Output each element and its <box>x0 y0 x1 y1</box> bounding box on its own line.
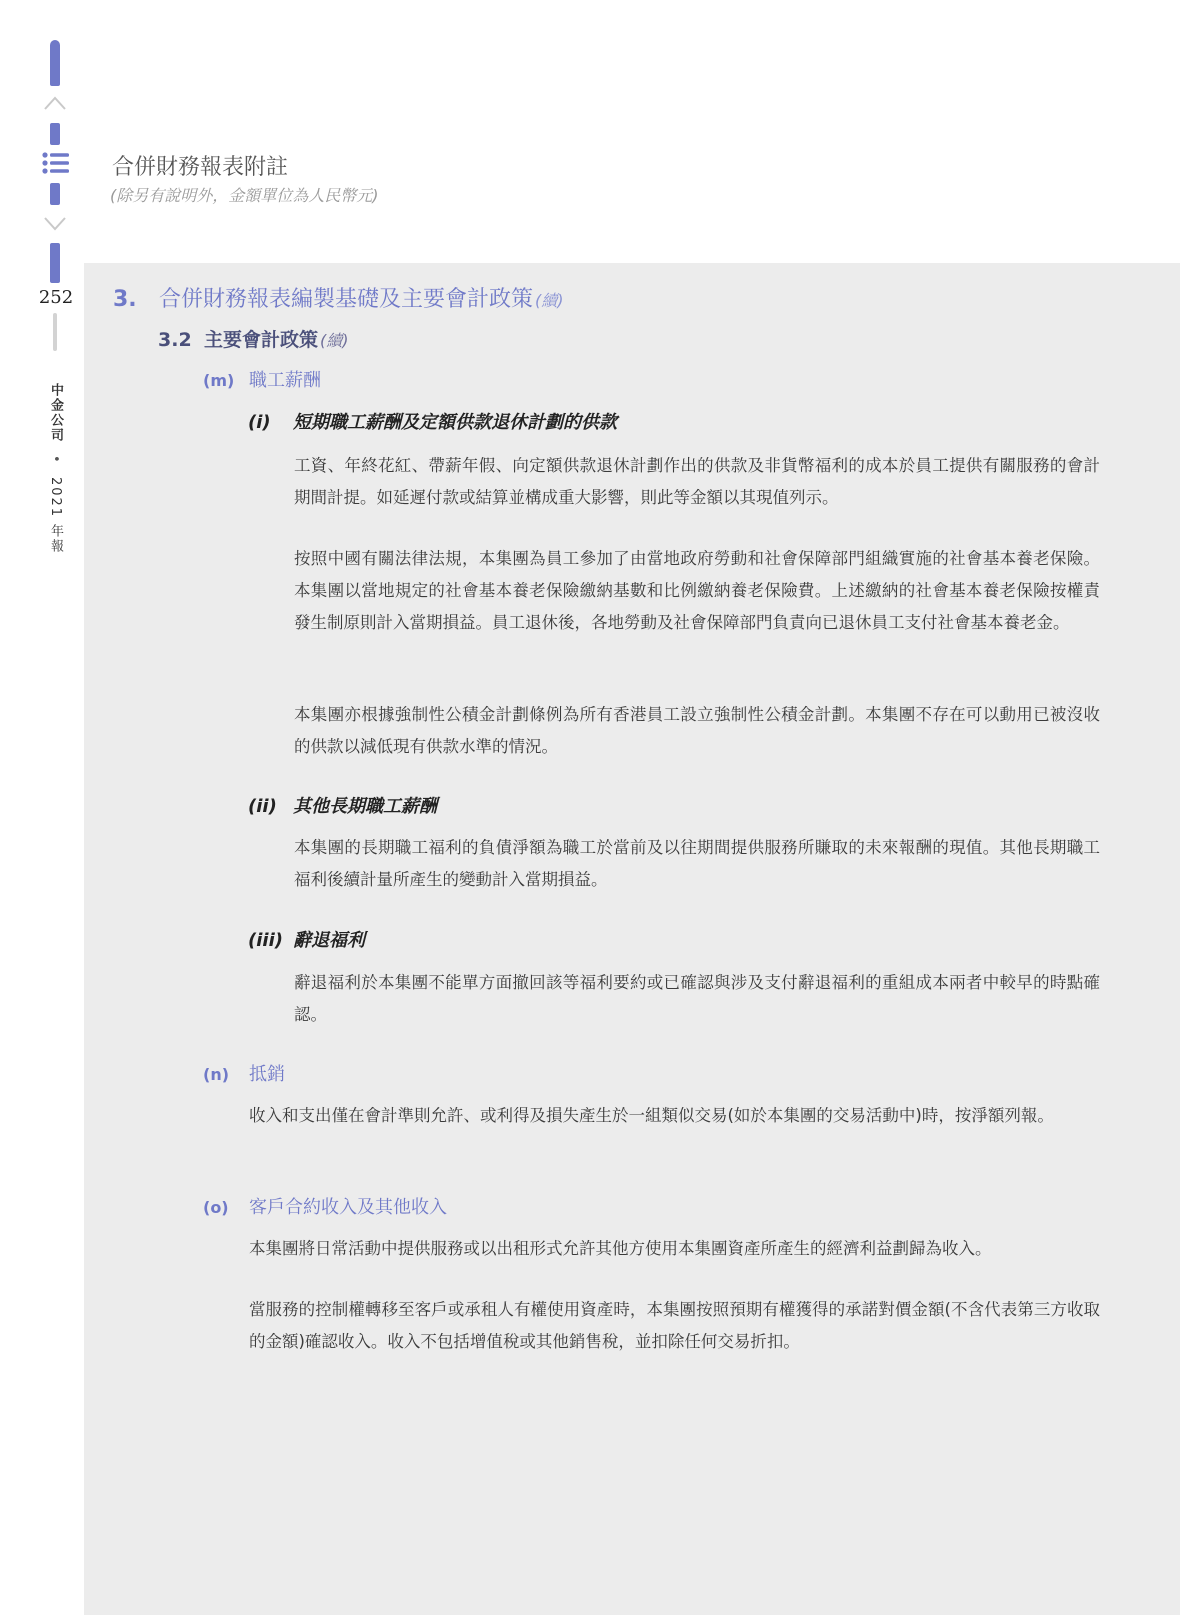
subsection-continued: (續) <box>320 331 349 350</box>
item-m-i-title: 短期職工薪酬及定額供款退休計劃的供款 <box>293 412 617 433</box>
section-heading <box>113 282 564 313</box>
rail-bar-current <box>50 243 60 283</box>
item-m-iii-title: 辭退福利 <box>293 930 365 951</box>
item-o-heading <box>203 1193 447 1219</box>
company-name: 中金公司 <box>48 383 63 443</box>
document-subtitle: (除另有說明外，金額單位為人民幣元) <box>110 186 379 205</box>
paragraph: 本集團亦根據強制性公積金計劃條例為所有香港員工設立強制性公積金計劃。本集團不存在可以動用已被沒收的供款以減低現有供款水準的情況。 <box>294 705 1100 756</box>
section-continued: (續) <box>535 291 564 310</box>
item-n-title: 抵銷 <box>249 1064 285 1085</box>
list-icon[interactable] <box>42 151 70 175</box>
page-number: 252 <box>38 287 74 308</box>
item-m-title: 職工薪酬 <box>249 370 321 391</box>
rail-bar-mid-lower <box>50 183 60 205</box>
item-m-ii-heading <box>248 792 437 818</box>
rail-bar-mid-upper <box>50 123 60 145</box>
caption-separator: • <box>48 455 63 465</box>
chevron-up-icon[interactable] <box>43 94 67 112</box>
document-title: 合併財務報表附註 <box>112 155 289 180</box>
section-number: 3. <box>113 287 137 312</box>
item-n-heading <box>203 1060 285 1086</box>
item-n-label: (n) <box>203 1065 230 1084</box>
item-m-heading <box>203 366 321 392</box>
paragraph: 收入和支出僅在會計準則允許、或利得及損失產生於一組類似交易(如於本集團的交易活動中)時，按淨額列報。 <box>249 1106 1054 1125</box>
subsection-number: 3.2 <box>158 329 192 351</box>
rail-bar-top <box>50 40 60 86</box>
item-m-ii-label: (ii) <box>248 796 277 817</box>
item-o-title: 客戶合約收入及其他收入 <box>249 1197 447 1218</box>
item-o-label: (o) <box>203 1198 229 1217</box>
item-m-ii-title: 其他長期職工薪酬 <box>293 796 437 817</box>
chevron-down-icon[interactable] <box>43 215 67 233</box>
paragraph: 當服務的控制權轉移至客戶或承租人有權使用資產時，本集團按照預期有權獲得的承諾對價金額(不含代表第三方收取的金額)確認收入。收入不包括增值稅或其他銷售稅，並扣除任何交易折扣。 <box>249 1300 1100 1351</box>
paragraph: 辭退福利於本集團不能單方面撤回該等福利要約或已確認與涉及支付辭退福利的重組成本兩者中較早的時點確認。 <box>294 973 1100 1024</box>
section-title: 合併財務報表編製基礎及主要會計政策 <box>159 287 534 312</box>
subsection-title: 主要會計政策 <box>204 329 319 351</box>
item-m-i-heading <box>248 408 617 434</box>
item-m-label: (m) <box>203 371 235 390</box>
rail-bar-grey <box>53 313 57 351</box>
subsection-heading <box>158 325 349 352</box>
paragraph: 本集團將日常活動中提供服務或以出租形式允許其他方使用本集團資產所產生的經濟利益劃歸為收入。 <box>249 1239 992 1258</box>
paragraph: 按照中國有關法律法規，本集團為員工參加了由當地政府勞動和社會保障部門組織實施的社會基本養老保險。本集團以當地規定的社會基本養老保險繳納基數和比例繳納養老保險費。上述繳納的社會基本養老保險按權責發生制原則計入當期損益。員工退休後，各地勞動及社會保障部門負責向已退休員工支付社會基本養老金。 <box>294 549 1100 632</box>
item-m-iii-label: (iii) <box>248 930 283 951</box>
report-name: 2021 年報 <box>48 476 63 555</box>
item-m-iii-heading <box>248 926 365 952</box>
paragraph: 本集團的長期職工福利的負債淨額為職工於當前及以往期間提供服務所賺取的未來報酬的現值。其他長期職工福利後續計量所產生的變動計入當期損益。 <box>294 838 1100 889</box>
item-m-i-label: (i) <box>248 412 271 433</box>
side-caption <box>46 383 65 554</box>
paragraph: 工資、年終花紅、帶薪年假、向定額供款退休計劃作出的供款及非貨幣福利的成本於員工提供有關服務的會計期間計提。如延遲付款或結算並構成重大影響，則此等金額以其現值列示。 <box>294 456 1100 507</box>
